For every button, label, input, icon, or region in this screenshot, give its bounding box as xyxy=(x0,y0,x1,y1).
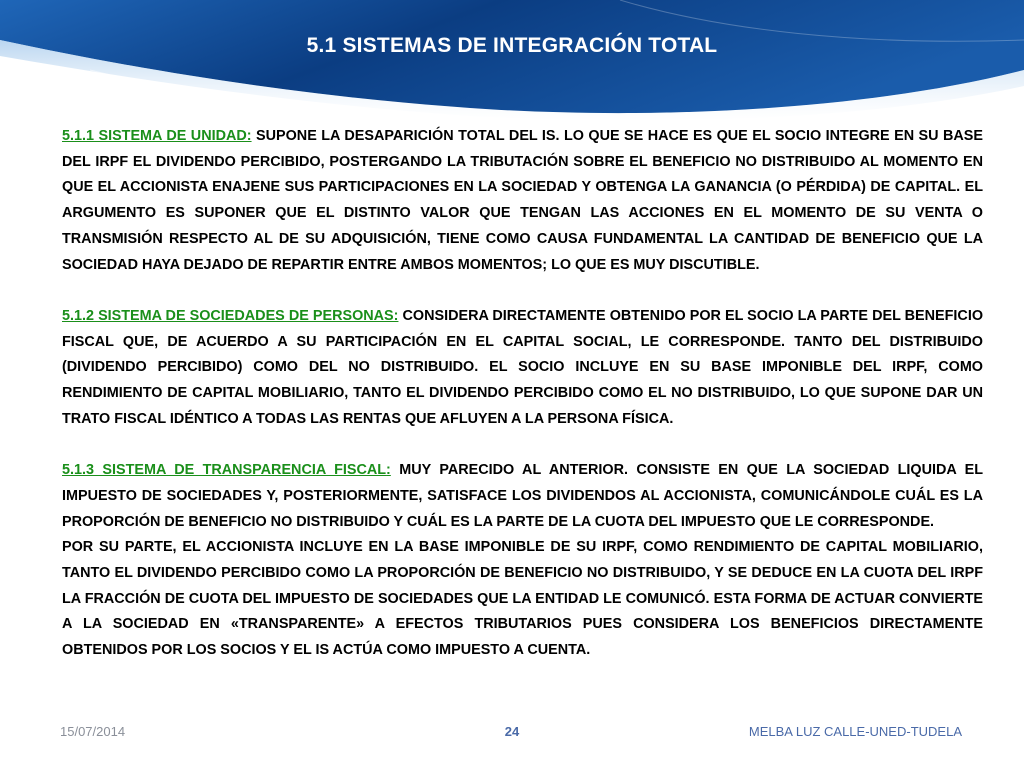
header-banner xyxy=(0,0,1024,120)
slide-body xyxy=(62,124,983,664)
slide-title: 5.1 SISTEMAS DE INTEGRACIÓN TOTAL xyxy=(306,34,718,57)
section-text: CONSIDERA DIRECTAMENTE OBTENIDO POR EL SOCIO LA PARTE DEL BENEFICIO FISCAL QUE, DE ACUERDO A SU PARTICIPACIÓN EN EL CAPITAL SOCIAL, LE CORRESPONDE. TANTO DEL DISTRIBUIDO (DIVIDENDO PERCIBIDO) COMO DEL NO DISTRIBUIDO. EL SOCIO INCLUYE EN SU BASE IMPONIBLE DEL IRPF, COMO RENDIMIENTO DE CAPITAL MOBILIARIO, TANTO EL DIVIDENDO PERCIBIDO COMO EL NO DISTRIBUIDO, LO QUE SUPONE DAR UN TRATO FISCAL IDÉNTICO A TODAS LAS RENTAS QUE AFLUYEN A LA PERSONA FÍSICA. xyxy=(62,307,984,427)
section-label: 5.1.3 SISTEMA DE TRANSPARENCIA FISCAL xyxy=(62,462,387,479)
closing-paragraph: POR SU PARTE, EL ACCIONISTA INCLUYE EN LA BASE IMPONIBLE DE SU IRPF, COMO RENDIMIENTO DE CAPITAL MOBILIARIO, TANTO EL DIVIDENDO PERCIBIDO COMO LA PROPORCIÓN DE BENEFICIO NO DISTRIBUIDO, Y SE DEDUCE EN LA CUOTA DEL IRPF LA FRACCIÓN DE CUOTA DEL IMPUESTO DE SOCIEDADES QUE LA ENTIDAD LE COMUNICÓ. ESTA FORMA DE ACTUAR CONVIERTE A LA SOCIEDAD EN «TRANSPARENTE» A EFECTOS TRIBUTARIOS PUES CONSIDERA LOS BENEFICIOS DIRECTAMENTE OBTENIDOS POR LOS SOCIOS Y EL IS ACTÚA COMO IMPUESTO A CUENTA. xyxy=(62,539,983,659)
slide-footer xyxy=(0,724,1024,744)
section-label: 5.1.2 SISTEMA DE SOCIEDADES DE PERSONAS: xyxy=(62,307,399,324)
footer-page-number: 24 xyxy=(504,724,520,739)
section-sistema-de-unidad xyxy=(62,124,983,278)
section-label: 5.1.1 SISTEMA DE UNIDAD: xyxy=(62,128,252,144)
section-label-suffix: : xyxy=(386,462,391,479)
section-text: MUY PARECIDO AL ANTERIOR. CONSISTE EN QUE LA SOCIEDAD LIQUIDA EL IMPUESTO DE SOCIEDADES Y, POSTERIORMENTE, SATISFACE LOS DIVIDENDOS AL ACCIONISTA, COMUNICÁNDOLE CUÁL ES LA PROPORCIÓN DE BENEFICIO NO DISTRIBUIDO Y CUÁL ES LA PARTE DE LA CUOTA DEL IMPUESTO QUE LE CORRESPONDE. xyxy=(62,462,983,530)
section-transparencia-fiscal xyxy=(62,458,983,535)
header-wave-graphic xyxy=(0,0,1024,120)
footer-author: MELBA LUZ CALLE-UNED-TUDELA xyxy=(748,724,962,739)
section-text: SUPONE LA DESAPARICIÓN TOTAL DEL IS. LO QUE SE HACE ES QUE EL SOCIO INTEGRE EN SU BASE DEL IRPF EL DIVIDENDO PERCIBIDO, POSTERGANDO LA TRIBUTACIÓN SOBRE EL BENEFICIO NO DISTRIBUIDO AL MOMENTO EN QUE EL ACCIONISTA ENAJENE SUS PARTICIPACIONES EN LA SOCIEDAD Y OBTENGA LA GANANCIA (O PÉRDIDA) DE CAPITAL. EL ARGUMENTO ES SUPONER QUE EL DISTINTO VALOR QUE TENGAN LAS ACCIONES EN EL MOMENTO DE SU VENTA O TRANSMISIÓN RESPECTO AL DE SU ADQUISICIÓN, TIENE COMO CAUSA FUNDAMENTAL LA CANTIDAD DE BENEFICIO QUE LA SOCIEDAD HAYA DEJADO DE REPARTIR ENTRE AMBOS MOMENTOS; LO QUE ES MUY DISCUTIBLE. xyxy=(62,128,983,273)
footer-date: 15/07/2014 xyxy=(60,724,126,739)
section-sociedades-de-personas xyxy=(62,304,983,433)
